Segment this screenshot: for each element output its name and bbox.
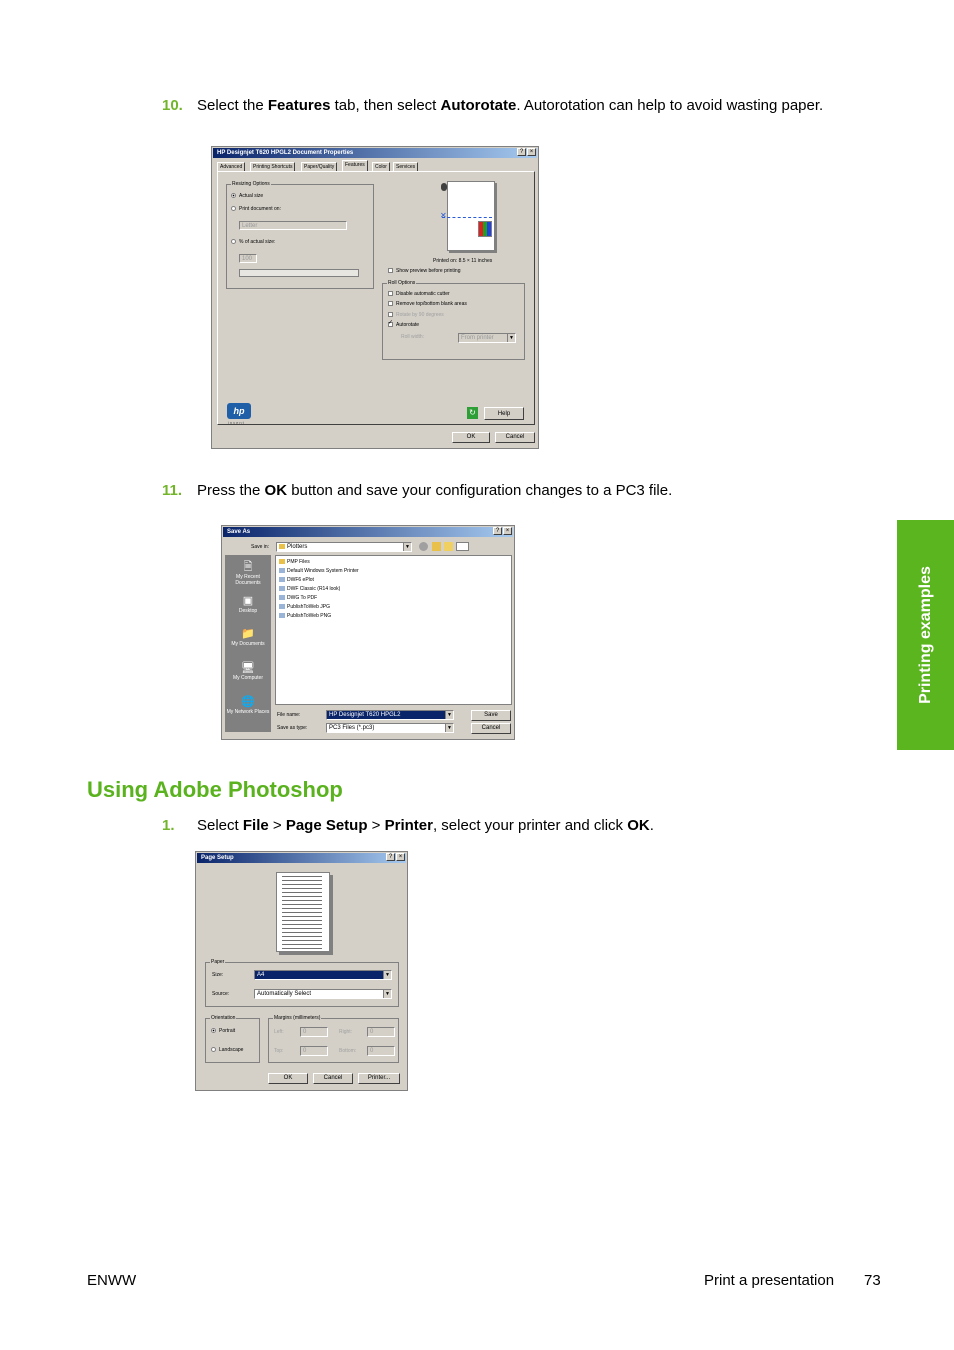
tab-color[interactable]: Color (372, 162, 390, 171)
percent-size-radio[interactable]: % of actual size: (231, 239, 275, 246)
left-margin-input[interactable]: 0 (300, 1027, 328, 1037)
plotter-file-icon (279, 577, 285, 582)
place-my-recent-documents[interactable]: 🗎 My Recent Documents (235, 561, 261, 586)
page-setup-dialog (195, 851, 408, 1091)
dialog-title-bar: HP Designjet T620 HPGL2 Document Properties (213, 148, 537, 158)
right-margin-label: Right: (339, 1029, 353, 1035)
file-list-item[interactable]: PMP Files (279, 558, 310, 566)
source-select[interactable]: Automatically Select ▼ (254, 989, 392, 999)
print-document-on-radio[interactable]: Print document on: (231, 206, 281, 213)
tab-features[interactable]: Features (342, 160, 368, 171)
save-as-type-label: Save as type: (277, 725, 308, 731)
roll-width-select[interactable]: From printer ▼ (458, 333, 516, 343)
margins-group: Margins (millimeters) Left: 0 Right: 0 Top: 0 Bottom: 0 (268, 1018, 399, 1063)
file-list-item[interactable]: PublishToWeb PNG (279, 612, 331, 620)
save-as-type-select[interactable]: PC3 Files (*.pc3) ▼ (326, 723, 454, 733)
folder-icon (279, 559, 285, 564)
plotter-file-icon (279, 586, 285, 591)
my-documents-icon: 📁 (241, 628, 255, 640)
autorotate-checkbox[interactable]: ✓Autorotate (388, 322, 419, 329)
color-swatch-icon (478, 221, 492, 237)
tab-paper-quality[interactable]: Paper/Quality (301, 162, 337, 171)
plotter-file-icon (279, 613, 285, 618)
plotter-file-icon (279, 568, 285, 573)
file-list-item[interactable]: PublishToWeb JPG (279, 603, 330, 611)
roll-icon (441, 183, 447, 191)
back-icon[interactable] (419, 542, 428, 551)
views-icon[interactable] (456, 542, 469, 551)
remove-blank-areas-checkbox[interactable]: Remove top/bottom blank areas (388, 301, 467, 308)
file-list-item[interactable]: DWG To PDF (279, 594, 317, 602)
dialog-title-bar: Page Setup (197, 853, 406, 863)
place-desktop[interactable]: ▣ Desktop (238, 595, 258, 614)
folder-icon (279, 544, 285, 549)
plotter-file-icon (279, 604, 285, 609)
step-text: Select File > Page Setup > Printer, select your printer and click OK. (197, 817, 654, 834)
section-title: Using Adobe Photoshop (87, 777, 343, 802)
page-preview (276, 872, 330, 952)
top-margin-input[interactable]: 0 (300, 1046, 328, 1056)
ok-button[interactable]: OK (268, 1073, 308, 1084)
plotter-file-icon (279, 595, 285, 600)
page-preview (447, 181, 495, 251)
close-title-button[interactable]: × (396, 853, 405, 861)
help-title-button[interactable]: ? (517, 148, 526, 156)
up-folder-icon[interactable] (432, 542, 441, 551)
desktop-icon: ▣ (242, 595, 254, 607)
footer-left: ENWW (87, 1272, 137, 1289)
new-folder-icon[interactable] (444, 542, 453, 551)
actual-size-radio[interactable]: Actual size (231, 193, 263, 200)
step-text: Select the Features tab, then select Autorotate. Autorotation can help to avoid wasting paper. (197, 97, 824, 114)
save-as-dialog (221, 525, 515, 740)
show-preview-checkbox[interactable]: Show preview before printing (388, 268, 460, 275)
close-title-button[interactable]: × (503, 527, 512, 535)
roll-width-label: Roll width: (401, 334, 425, 340)
recent-documents-icon: 🗎 (243, 561, 253, 573)
size-label: Size: (212, 972, 224, 978)
top-margin-label: Top: (274, 1048, 284, 1054)
document-properties-dialog (211, 146, 539, 449)
dialog-title-bar: Save As (223, 527, 513, 537)
left-margin-label: Left: (274, 1029, 284, 1035)
rotate-90-checkbox[interactable]: Rotate by 90 degrees (388, 312, 444, 319)
bottom-margin-input[interactable]: 0 (367, 1046, 395, 1056)
place-my-computer[interactable]: 🖥 My Computer (232, 662, 263, 681)
disable-cutter-checkbox[interactable]: Disable automatic cutter (388, 291, 450, 298)
printer-button[interactable]: Printer... (358, 1073, 400, 1084)
step-text: Press the OK button and save your configuration changes to a PC3 file. (197, 482, 673, 499)
help-title-button[interactable]: ? (493, 527, 502, 535)
place-my-documents[interactable]: 📁 My Documents (231, 628, 265, 647)
help-title-button[interactable]: ? (386, 853, 395, 861)
network-places-icon: 🌐 (241, 696, 255, 708)
step-number: 1. (162, 817, 175, 834)
file-name-input[interactable]: HP Designjet T620 HPGL2 ▼ (326, 710, 454, 720)
file-list-item[interactable]: Default Windows System Printer (279, 567, 359, 575)
cancel-button[interactable]: Cancel (495, 432, 535, 443)
cut-line-icon (442, 217, 492, 218)
tab-advanced[interactable]: Advanced (217, 162, 245, 171)
print-on-select[interactable]: Letter (239, 221, 347, 230)
size-select[interactable]: A4 ▼ (254, 970, 392, 980)
tab-services[interactable]: Services (393, 162, 418, 171)
tab-printing-shortcuts[interactable]: Printing Shortcuts (250, 162, 295, 171)
places-bar (225, 555, 271, 732)
scissors-icon: ✕ (440, 211, 447, 220)
close-title-button[interactable]: × (527, 148, 536, 156)
bottom-margin-label: Bottom: (339, 1048, 357, 1054)
printed-on-label: Printed on: 8.5 × 11 inches (433, 258, 493, 264)
resizing-options-group: Resizing Options Actual size Print document on: Letter % of actual size: 100 (226, 184, 374, 289)
save-in-select[interactable]: Plotters ▼ (276, 542, 412, 552)
my-computer-icon: 🖥 (241, 662, 255, 674)
help-button[interactable]: Help (484, 407, 524, 420)
file-list-item[interactable]: DWF Classic (R14 look) (279, 585, 340, 593)
hp-logo-subtitle: invent (228, 420, 245, 425)
cancel-button[interactable]: Cancel (313, 1073, 353, 1084)
file-list (275, 555, 512, 705)
right-margin-input[interactable]: 0 (367, 1027, 395, 1037)
save-in-label: Save in: (251, 544, 270, 550)
place-my-network-places[interactable]: 🌐 My Network Places (226, 696, 270, 715)
file-name-label: File name: (277, 712, 301, 718)
step-number: 11. (162, 482, 183, 499)
page-number: 73 (864, 1272, 881, 1289)
step-number: 10. (162, 97, 183, 114)
roll-options-group: Roll Options Disable automatic cutter Remove top/bottom blank areas Rotate by 90 degrees ✓Autorotate Roll width: From printer ▼ (382, 283, 525, 360)
save-button[interactable]: Save (471, 710, 511, 721)
file-list-item[interactable]: DWF6 ePlot (279, 576, 314, 584)
percent-slider[interactable] (239, 269, 359, 277)
paper-group: Paper Size: A4 ▼ Source: Automatically Select ▼ (205, 962, 399, 1007)
percent-input[interactable]: 100 (239, 254, 257, 263)
refresh-icon[interactable]: ↻ (467, 407, 478, 419)
side-tab: Printing examples (897, 520, 954, 750)
portrait-radio[interactable]: Portrait (211, 1028, 235, 1035)
orientation-group: Orientation Portrait Landscape (205, 1018, 260, 1063)
source-label: Source: (212, 991, 230, 997)
hp-logo: hp (227, 403, 251, 419)
landscape-radio[interactable]: Landscape (211, 1047, 243, 1054)
cancel-button[interactable]: Cancel (471, 723, 511, 734)
footer-section-title: Print a presentation (704, 1272, 835, 1289)
ok-button[interactable]: OK (452, 432, 490, 443)
